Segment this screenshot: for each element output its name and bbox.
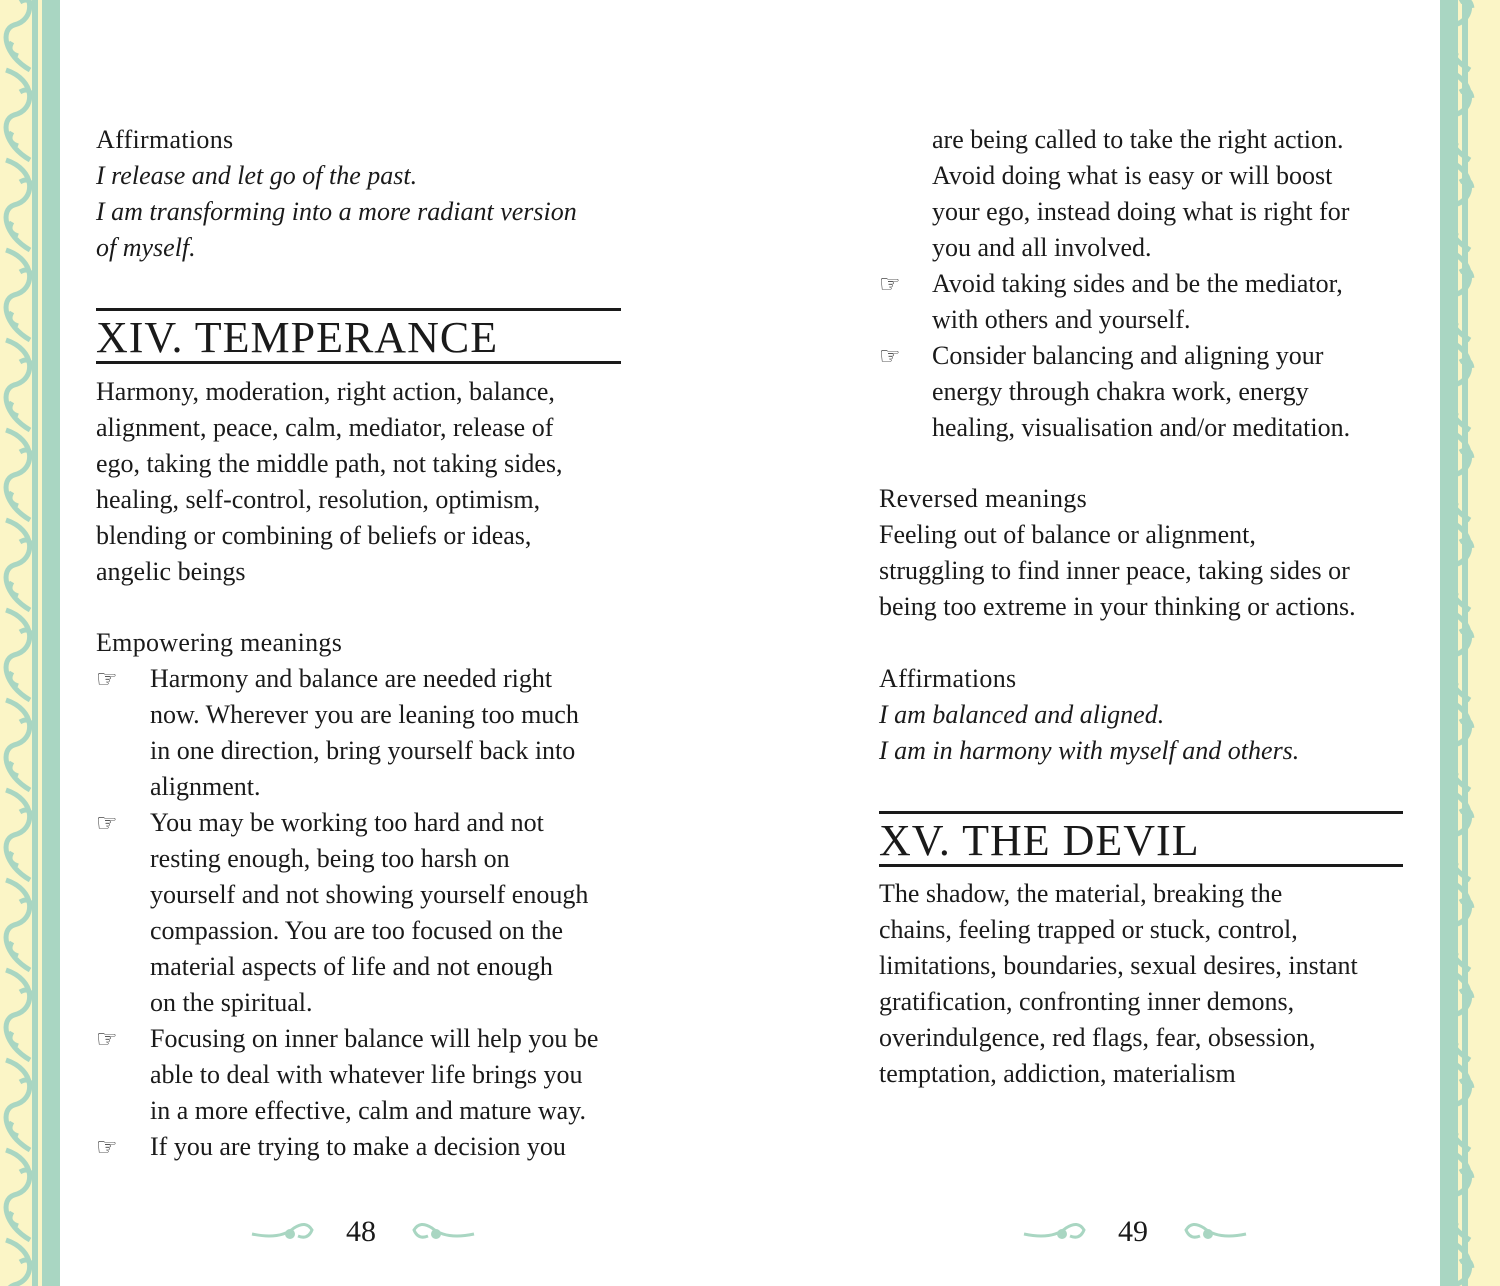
empowering-meanings-section xyxy=(96,625,598,1165)
text-line: Consider balancing and aligning your xyxy=(932,341,1324,370)
text-line: angelic beings xyxy=(96,557,246,586)
text-line: gratification, confronting inner demons, xyxy=(879,987,1295,1016)
text-line: Feeling out of balance or alignment, xyxy=(879,520,1256,549)
text-line: with others and yourself. xyxy=(932,305,1191,334)
bullet-item xyxy=(879,338,1350,446)
text-line: ego, taking the middle path, not taking sides, xyxy=(96,449,563,478)
text-line: material aspects of life and not enough xyxy=(150,952,553,981)
leaf-flourish-icon xyxy=(1182,1218,1248,1244)
text-line: temptation, addiction, materialism xyxy=(879,1059,1236,1088)
text-line: If you are trying to make a decision you xyxy=(150,1132,566,1161)
leaf-flourish-icon xyxy=(1022,1218,1088,1244)
leaf-flourish-icon xyxy=(250,1218,316,1244)
text-line: able to deal with whatever life brings you xyxy=(150,1060,583,1089)
text-line: alignment, peace, calm, mediator, release of xyxy=(96,413,554,442)
text-line: The shadow, the material, breaking the xyxy=(879,879,1283,908)
text-line: resting enough, being too harsh on xyxy=(150,844,510,873)
text-line: Focusing on inner balance will help you be xyxy=(150,1024,599,1053)
bullet-item xyxy=(96,661,598,805)
pointing-hand-icon: ☞ xyxy=(879,270,901,298)
text-line: compassion. You are too focused on the xyxy=(150,916,564,945)
section-heading-devil xyxy=(879,811,1403,867)
text-line: healing, visualisation and/or meditation. xyxy=(932,413,1351,442)
bullet-item xyxy=(879,266,1350,338)
text-line: limitations, boundaries, sexual desires, instant xyxy=(879,951,1358,980)
affirmations-heading: Affirmations xyxy=(879,664,1017,693)
decorative-border-left xyxy=(0,0,60,1286)
keywords-paragraph xyxy=(96,374,562,590)
affirmation-line: I am in harmony with myself and others. xyxy=(879,736,1300,765)
affirmation-line: of myself. xyxy=(96,233,196,262)
affirmations-section xyxy=(96,122,577,266)
text-line: Harmony and balance are needed right xyxy=(150,664,553,693)
affirmations-section xyxy=(879,661,1299,769)
pointing-hand-icon: ☞ xyxy=(96,665,118,693)
reversed-meanings-section xyxy=(879,481,1356,625)
text-line: in one direction, bring yourself back into xyxy=(150,736,576,765)
text-line: blending or combining of beliefs or ideas, xyxy=(96,521,532,550)
text-line: on the spiritual. xyxy=(150,988,313,1017)
affirmations-heading: Affirmations xyxy=(96,125,234,154)
text-line: you and all involved. xyxy=(932,233,1152,262)
reversed-heading: Reversed meanings xyxy=(879,484,1087,513)
pointing-hand-icon: ☞ xyxy=(96,1133,118,1161)
decorative-border-right xyxy=(1440,0,1500,1286)
page-number: 49 xyxy=(1118,1215,1148,1248)
continued-bullets xyxy=(879,122,1350,446)
empowering-heading: Empowering meanings xyxy=(96,628,343,657)
text-line: alignment. xyxy=(150,772,261,801)
text-line: struggling to find inner peace, taking sides or xyxy=(879,556,1350,585)
text-line: healing, self-control, resolution, optimism, xyxy=(96,485,541,514)
text-line: yourself and not showing yourself enough xyxy=(150,880,589,909)
affirmation-line: I am balanced and aligned. xyxy=(879,700,1165,729)
pointing-hand-icon: ☞ xyxy=(96,809,118,837)
section-title: XIV. TEMPERANCE xyxy=(96,313,499,362)
page-number: 48 xyxy=(346,1215,376,1248)
text-line: are being called to take the right action. xyxy=(932,125,1344,154)
bullet-item xyxy=(96,1129,598,1165)
text-line: being too extreme in your thinking or actions. xyxy=(879,592,1356,621)
text-line: energy through chakra work, energy xyxy=(932,377,1309,406)
section-title: XV. THE DEVIL xyxy=(879,816,1200,865)
leaf-flourish-icon xyxy=(410,1218,476,1244)
text-line: in a more effective, calm and mature way. xyxy=(150,1096,587,1125)
text-line: Avoid doing what is easy or will boost xyxy=(932,161,1333,190)
pointing-hand-icon: ☞ xyxy=(879,342,901,370)
pointing-hand-icon: ☞ xyxy=(96,1025,118,1053)
text-line: Harmony, moderation, right action, balance, xyxy=(96,377,555,406)
affirmation-line: I release and let go of the past. xyxy=(96,161,418,190)
affirmation-line: I am transforming into a more radiant version xyxy=(96,197,577,226)
text-line: chains, feeling trapped or stuck, control, xyxy=(879,915,1298,944)
bullet-item xyxy=(96,805,598,1021)
bullet-item xyxy=(96,1021,598,1129)
keywords-paragraph xyxy=(879,876,1358,1092)
text-line: Avoid taking sides and be the mediator, xyxy=(932,269,1343,298)
text-line: your ego, instead doing what is right for xyxy=(932,197,1350,226)
text-line: now. Wherever you are leaning too much xyxy=(150,700,579,729)
section-heading-temperance xyxy=(96,308,621,364)
text-line: overindulgence, red flags, fear, obsession, xyxy=(879,1023,1316,1052)
text-line: You may be working too hard and not xyxy=(150,808,544,837)
